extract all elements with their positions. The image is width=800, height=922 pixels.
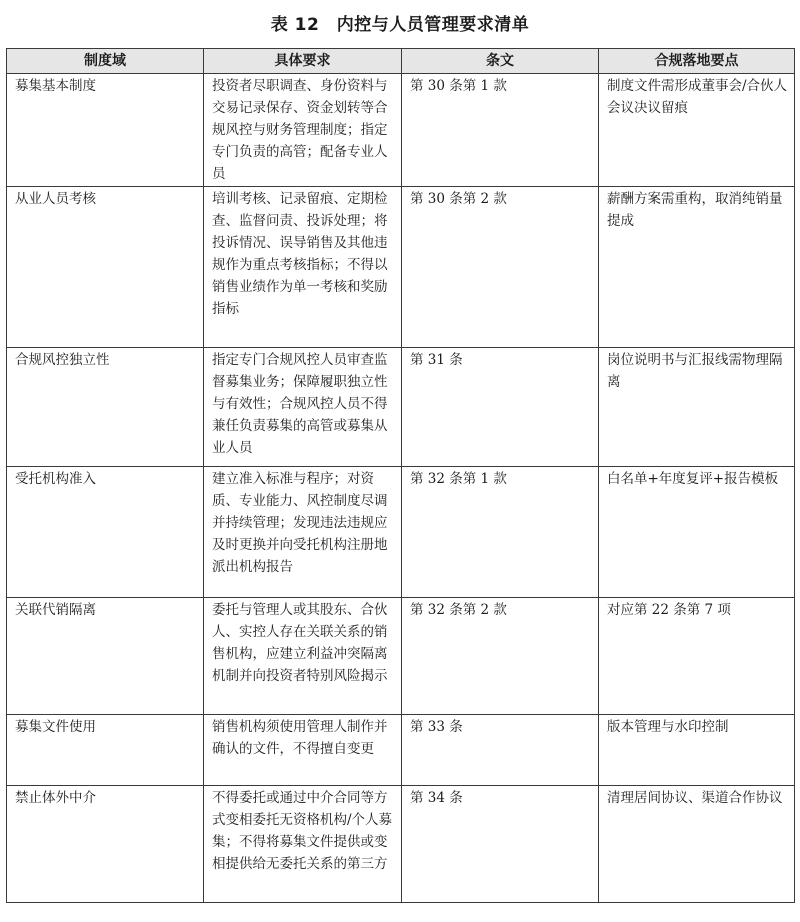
cell-compliance-point: 对应第 22 条第 7 项 [599, 598, 795, 715]
cell-compliance-point: 白名单+年度复评+报告模板 [599, 467, 795, 598]
cell-article: 第 34 条 [402, 786, 599, 903]
cell-requirement: 销售机构须使用管理人制作并确认的文件，不得擅自变更 [204, 715, 402, 786]
table-row [7, 74, 795, 187]
table-row [7, 467, 795, 598]
cell-requirement: 指定专门合规风控人员审查监督募集业务；保障履职独立性与有效性；合规风控人员不得兼任负责募集的高管或募集从业人员 [204, 348, 402, 467]
cell-domain: 受托机构准入 [7, 467, 204, 598]
cell-article: 第 32 条第 2 款 [402, 598, 599, 715]
cell-compliance-point: 薪酬方案需重构，取消纯销量提成 [599, 187, 795, 348]
cell-domain: 募集文件使用 [7, 715, 204, 786]
cell-requirement: 不得委托或通过中介合同等方式变相委托无资格机构/个人募集；不得将募集文件提供或变相提供给无委托关系的第三方 [204, 786, 402, 903]
cell-requirement: 培训考核、记录留痕、定期检查、监督问责、投诉处理；将投诉情况、误导销售及其他违规作为重点考核指标；不得以销售业绩作为单一考核和奖励指标 [204, 187, 402, 348]
cell-article: 第 30 条第 2 款 [402, 187, 599, 348]
cell-requirement: 投资者尽职调查、身份资料与交易记录保存、资金划转等合规风控与财务管理制度；指定专门负责的高管；配备专业人员 [204, 74, 402, 187]
cell-article: 第 31 条 [402, 348, 599, 467]
cell-article: 第 32 条第 1 款 [402, 467, 599, 598]
table-title: 表 12 内控与人员管理要求清单 [270, 15, 530, 35]
cell-compliance-point: 制度文件需形成董事会/合伙人会议决议留痕 [599, 74, 795, 187]
table-row [7, 348, 795, 467]
cell-article: 第 30 条第 1 款 [402, 74, 599, 187]
header-compliance-point: 合规落地要点 [599, 49, 795, 74]
cell-domain: 合规风控独立性 [7, 348, 204, 467]
table-row [7, 598, 795, 715]
table-header-row [7, 49, 795, 74]
cell-domain: 从业人员考核 [7, 187, 204, 348]
header-requirement: 具体要求 [204, 49, 402, 74]
cell-domain: 募集基本制度 [7, 74, 204, 187]
cell-compliance-point: 清理居间协议、渠道合作协议 [599, 786, 795, 903]
cell-domain: 关联代销隔离 [7, 598, 204, 715]
cell-compliance-point: 版本管理与水印控制 [599, 715, 795, 786]
cell-requirement: 委托与管理人或其股东、合伙人、实控人存在关联关系的销售机构，应建立利益冲突隔离机制并向投资者特别风险揭示 [204, 598, 402, 715]
table-row [7, 715, 795, 786]
table-row [7, 187, 795, 348]
requirements-table [6, 48, 795, 903]
header-article: 条文 [402, 49, 599, 74]
cell-requirement: 建立准入标准与程序；对资质、专业能力、风控制度尽调并持续管理；发现违法违规应及时更换并向受托机构注册地派出机构报告 [204, 467, 402, 598]
cell-compliance-point: 岗位说明书与汇报线需物理隔离 [599, 348, 795, 467]
cell-domain: 禁止体外中介 [7, 786, 204, 903]
cell-article: 第 33 条 [402, 715, 599, 786]
header-domain: 制度域 [7, 49, 204, 74]
table-row [7, 786, 795, 903]
